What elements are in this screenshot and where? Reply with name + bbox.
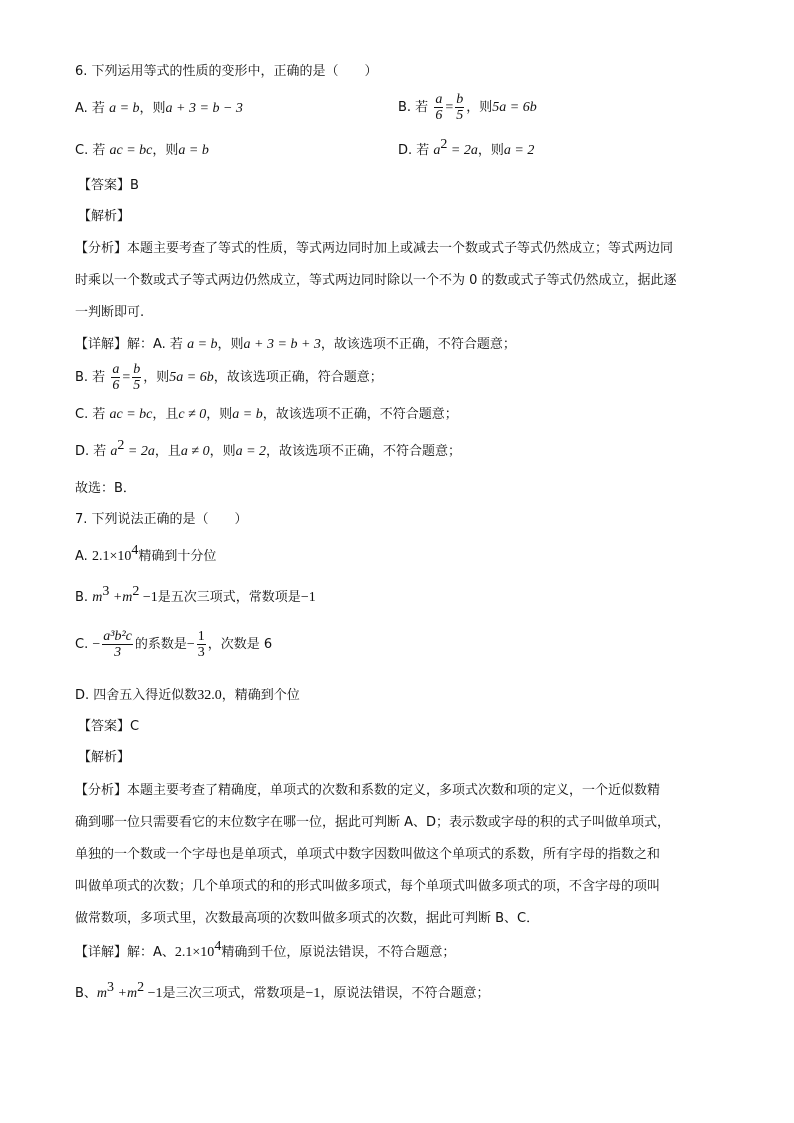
q6-analysis-head: 【解析】 [78,209,131,224]
math-base: 2.1×10 [174,945,215,960]
text: D. 若 [75,444,107,459]
math-base: m [96,986,108,1001]
fraction [197,629,206,660]
q6-detail-c [75,406,458,424]
fraction [434,92,443,123]
q7-detail-b [75,980,490,1003]
equals: = [445,100,454,115]
math-expr: ac = bc [109,143,153,158]
q6-analysis-line: 【分析】本题主要考查了等式的性质，等式两边同时加上或减去一个数或式子等式仍然成立；等式两边同 [75,241,674,256]
denominator: 3 [197,645,205,660]
q7-analysis-line: 做常数项，多项式里，次数最高项的次数叫做多项式的次数，据此可判断 B、C． [75,911,540,926]
text: ，则 [206,407,233,422]
math-expr: −1 [144,986,163,1001]
fraction [102,629,133,660]
denominator: 5 [456,108,464,123]
q6-option-b [398,92,537,123]
math-expr: = 2a [124,444,155,459]
numerator: 1 [197,629,205,644]
math-exponent: 2 [117,438,125,453]
fraction [111,362,120,393]
math-expr: a + 3 = b + 3 [243,337,321,352]
text: 【详解】解：A. 若 [75,337,183,352]
math-expr: −1 [139,590,158,605]
option-label: A. 若 [75,101,105,116]
text: 的系数是 [134,637,187,652]
text: 是三次三项式，常数项是 [162,986,306,1001]
math-base: +m [114,986,138,1001]
math-base: a [110,444,118,459]
math-base: 2.1×10 [91,549,132,564]
q7-analysis-line: 【分析】本题主要考查了精确度，单项式的次数和系数的定义，多项式次数和项的定义，一个近似数精 [75,783,661,798]
text: C. 若 [75,407,106,422]
math-expr: a = 2 [503,143,535,158]
q7-detail-a [75,939,456,962]
math-expr: 5a = 6b [169,370,214,385]
text: ，且 [152,407,179,422]
math-expr: −1 [305,986,321,1001]
fraction [455,92,464,123]
math-exponent: 2 [440,137,448,152]
math-expr: ac = bc [109,407,153,422]
q6-detail-a [75,336,516,354]
denominator: 6 [112,378,120,393]
option-label: B. [75,590,89,605]
text: B、 [75,986,97,1001]
q7-analysis-line: 单独的一个数或一个字母也是单项式，单项式中数字因数叫做这个单项式的系数，所有字母的指数之和 [75,847,661,862]
text: ，则 [466,100,493,115]
math-base: +m [109,590,133,605]
numerator: a³b²c [103,629,132,644]
text: ，则 [477,143,504,158]
text: 是五次三项式，常数项是 [157,590,301,605]
equals: = [122,370,131,385]
minus-sign: − [186,637,195,652]
option-label: C. [75,637,89,652]
text: ，则 [217,337,244,352]
math-exponent: 4 [214,939,222,954]
denominator: 3 [114,645,122,660]
math-expr: a ≠ 0 [180,444,210,459]
text: ，故该选项不正确，不符合题意； [262,407,458,422]
math-expr: −1 [300,590,316,605]
math-expr: a = 2 [235,444,267,459]
q7-stem: 7. 下列说法正确的是（ ） [75,512,248,527]
math-exponent: 2 [132,584,140,599]
text: ，故该选项正确，符合题意； [213,370,383,385]
q6-conclusion: 故选：B． [75,481,136,496]
minus-sign: − [92,637,101,652]
q7-analysis-line: 确到哪一位只需要看它的末位数字在哪一位，据此可判断 A、D；表示数或字母的积的式子叫做单项式， [75,815,671,830]
q7-analysis-head: 【解析】 [78,750,131,765]
math-exponent: 3 [102,584,110,599]
option-label: A. [75,549,88,564]
text: ，故该选项不正确，不符合题意； [266,444,462,459]
math-base: a [433,143,441,158]
q6-analysis-line: 时乘以一个数或式子等式两边仍然成立，等式两边同时除以一个不为 0 的数或式子等式仍然成立，据此逐 [75,273,677,288]
q6-analysis-line: 一判断即可. [75,305,145,320]
option-label: D. 若 [398,143,430,158]
q6-stem: 6. 下列运用等式的性质的变形中，正确的是（ ） [75,64,378,79]
text: ，原说法错误，不符合题意； [320,986,490,1001]
numerator: b [133,362,141,377]
math-expr: a = b [187,337,218,352]
math-exponent: 3 [107,980,115,995]
option-label: D. 四舍五入得近似数 [75,688,198,703]
q6-answer: 【答案】B [78,178,139,193]
text: 精确到十分位 [138,549,217,564]
text: ，则 [139,101,166,116]
math-expr: a = b [109,101,140,116]
text: ，精确到个位 [221,688,300,703]
text: B. 若 [75,370,106,385]
text: ，次数是 6 [207,637,273,652]
q6-detail-d [75,438,462,461]
q7-option-b [75,584,316,607]
math-base: m [92,590,103,605]
q6-option-d [398,137,535,160]
q6-option-a [75,100,243,118]
fraction [132,362,141,393]
math-exponent: 2 [137,980,145,995]
numerator: a [112,362,120,377]
text: ，则 [143,370,170,385]
math-expr: c ≠ 0 [178,407,207,422]
q7-option-d [75,687,300,705]
math-expr: a + 3 = b − 3 [165,101,243,116]
q7-answer: 【答案】C [78,719,140,734]
math-expr: = 2a [447,143,478,158]
option-label: B. 若 [398,100,429,115]
q7-analysis-line: 叫做单项式的次数；几个单项式的和的形式叫做多项式，每个单项式叫做多项式的项，不含字母的项叫 [75,879,661,894]
text: ，则 [152,143,179,158]
math-expr: a = b [178,143,209,158]
text: ，故该选项不正确，不符合题意； [320,337,516,352]
numerator: a [435,92,443,107]
numerator: b [456,92,464,107]
math-expr: a = b [232,407,263,422]
math-expr: 32.0 [197,688,222,703]
denominator: 6 [435,108,443,123]
q6-option-c [75,142,209,160]
q7-option-a [75,543,217,566]
q6-detail-b [75,362,383,393]
math-expr: 5a = 6b [492,100,537,115]
text: 【详解】解：A、 [75,945,175,960]
q7-option-c [75,629,272,660]
denominator: 5 [133,378,141,393]
text: ，则 [209,444,236,459]
math-exponent: 4 [131,543,139,558]
option-label: C. 若 [75,143,106,158]
text: ，且 [154,444,181,459]
text: 精确到千位，原说法错误，不符合题意； [221,945,456,960]
